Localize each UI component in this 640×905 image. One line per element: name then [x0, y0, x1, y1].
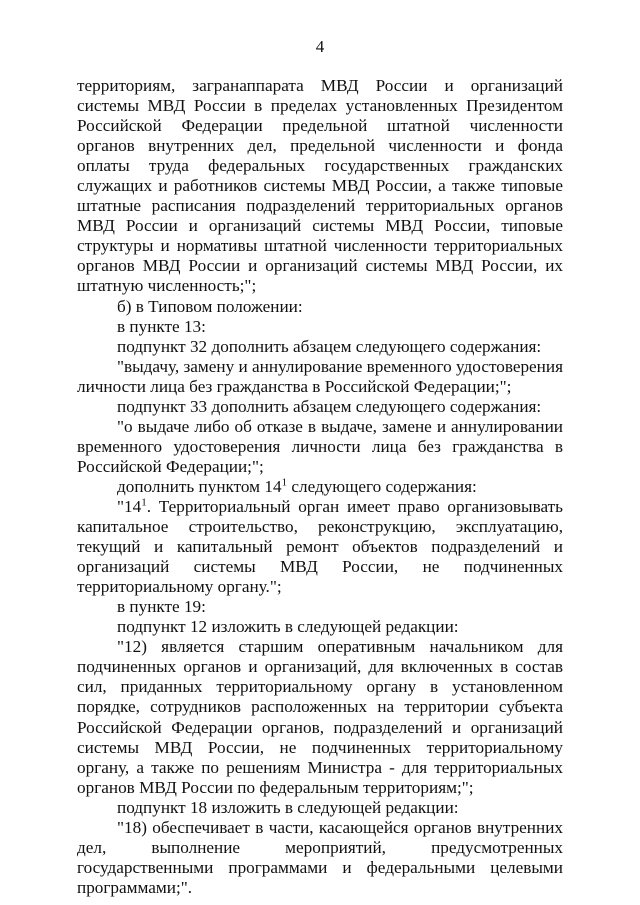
paragraph-add-point-14-1 [77, 477, 563, 497]
paragraph-point-19: в пункте 19: [117, 597, 206, 617]
paragraph-item-b: б) в Типовом положении: [117, 296, 303, 316]
paragraph-subpoint-18: подпункт 18 изложить в следующей редакции: [117, 797, 459, 817]
paragraph-quote-32: "выдачу, замену и аннулирование временного удостоверения личности лица без гражданства в Российской Федерации;"; [77, 356, 563, 396]
paragraph-quote-14-1 [77, 497, 563, 597]
paragraph-text-after: . Территориальный орган имеет право организовывать капитальное строительство, реконструкцию, эксплуатацию, текущий и капитальный ремонт объектов подразделений и организаций системы МВД России, не подчиненных территориальному органу."; [77, 496, 563, 597]
paragraph-quote-12: "12) является старшим оперативным начальником для подчиненных органов и организаций, для включенных в состав сил, приданных территориальному органу в установленном порядке, сотрудников расположенных на территории субъекта Российской Федерации органов, подразделений и организаций системы МВД России, не подчиненных территориальному органу, а также по решениям Министра - для территориальных органов МВД России по федеральным территориям;"; [77, 637, 563, 797]
document-body [77, 76, 563, 898]
paragraph-subpoint-32: подпункт 32 дополнить абзацем следующего содержания: [117, 336, 542, 356]
paragraph-quote-18: "18) обеспечивает в части, касающейся органов внутренних дел, выполнение мероприятий, предусмотренных государственными программами и федеральными целевыми программами;". [77, 817, 563, 897]
paragraph-subpoint-33: подпункт 33 дополнить абзацем следующего содержания: [117, 396, 542, 416]
paragraph-quote-33: "о выдаче либо об отказе в выдаче, замене и аннулировании временного удостоверения личности лица без гражданства в Российской Федерации;"; [77, 416, 563, 476]
paragraph-continuation: территориям, загранаппарата МВД России и организаций системы МВД России в пределах установленных Президентом Российской Федерации предельной штатной численности органов внутренних дел, предельной численности и фонда оплаты труда федеральных государственных гражданских служащих и работников системы МВД России, а также типовые штатные расписания подразделений территориальных органов МВД России и организаций системы МВД России, типовые структуры и нормативы штатной численности территориальных органов МВД России и организаций системы МВД России, их штатную численность;"; [77, 76, 563, 296]
paragraph-subpoint-12: подпункт 12 изложить в следующей редакции: [117, 617, 459, 637]
page-number: 4 [315, 37, 325, 56]
superscript: 1 [281, 476, 288, 489]
paragraph-text-after: следующего содержания: [287, 476, 477, 496]
paragraph-point-13: в пункте 13: [117, 316, 206, 336]
superscript: 1 [141, 496, 147, 509]
paragraph-text-before: дополнить пунктом 14 [117, 476, 282, 496]
paragraph-text-before: "14 [117, 496, 142, 516]
